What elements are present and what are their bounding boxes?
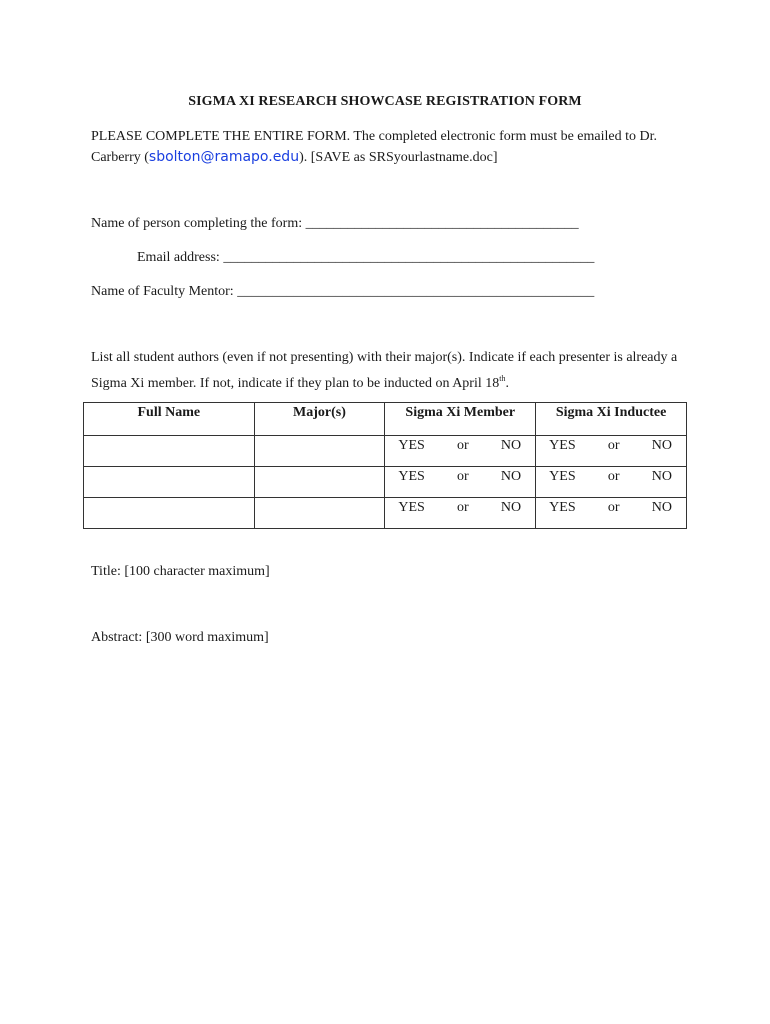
header-sigma-xi-member: Sigma Xi Member [385, 403, 536, 436]
instructions-text-1: PLEASE COMPLETE THE ENTIRE FORM. The completed electronic form must be emailed to Dr. Carberry ( [91, 129, 658, 165]
full-name-cell[interactable] [84, 467, 255, 498]
inductee-cell[interactable] [536, 498, 687, 529]
yes-option[interactable]: YES [549, 469, 576, 484]
abstract-field[interactable]: Abstract: [300 word maximum] [91, 630, 269, 645]
full-name-cell[interactable] [84, 498, 255, 529]
header-sigma-xi-inductee: Sigma Xi Inductee [536, 403, 687, 436]
superscript-th: th [499, 374, 506, 383]
yes-option[interactable]: YES [398, 500, 425, 515]
instructions-paragraph [91, 126, 691, 168]
faculty-mentor-field[interactable] [91, 282, 594, 302]
or-text: or [457, 500, 469, 515]
or-text: or [607, 469, 620, 484]
or-text: or [607, 438, 620, 453]
email-address-line[interactable]: _____________________________________________________ [223, 250, 595, 265]
member-cell[interactable] [385, 436, 536, 467]
full-name-cell[interactable] [84, 436, 255, 467]
person-name-label: Name of person completing the form: [91, 216, 306, 231]
header-full-name: Full Name [84, 403, 255, 436]
member-cell[interactable] [385, 498, 536, 529]
inductee-cell[interactable] [536, 467, 687, 498]
table-row [84, 467, 687, 498]
no-option[interactable]: NO [500, 469, 522, 484]
table-row [84, 436, 687, 467]
email-link[interactable]: sbolton@ramapo.edu [148, 149, 300, 165]
member-cell[interactable] [385, 467, 536, 498]
majors-cell[interactable] [254, 467, 385, 498]
email-address-field[interactable] [137, 248, 594, 268]
no-option[interactable]: NO [500, 500, 522, 515]
inductee-cell[interactable] [536, 436, 687, 467]
yes-option[interactable]: YES [549, 438, 576, 453]
yes-option[interactable]: YES [549, 500, 576, 515]
no-option[interactable]: NO [651, 469, 672, 484]
or-text: or [457, 469, 469, 484]
email-address-label: Email address: [137, 250, 224, 265]
authors-instruction-text: List all student authors (even if not presenting) with their major(s). Indicate if each presenter is already a Sigma Xi member. If not, indicate if they plan to be inducted on April 18 [91, 350, 678, 391]
form-title: SIGMA XI RESEARCH SHOWCASE REGISTRATION FORM [188, 94, 582, 109]
title-field[interactable]: Title: [100 character maximum] [91, 564, 270, 579]
yes-option[interactable]: YES [398, 438, 425, 453]
no-option[interactable]: NO [500, 438, 522, 453]
faculty-mentor-label: Name of Faculty Mentor: [91, 284, 238, 299]
table-row [84, 498, 687, 529]
majors-cell[interactable] [254, 498, 385, 529]
authors-instruction-end: . [505, 376, 509, 391]
authors-table [83, 402, 687, 529]
person-name-field[interactable] [91, 214, 579, 234]
faculty-mentor-line[interactable]: ___________________________________________________ [237, 284, 595, 299]
or-text: or [607, 500, 620, 515]
header-majors: Major(s) [254, 403, 385, 436]
table-header-row [84, 403, 687, 436]
no-option[interactable]: NO [651, 500, 672, 515]
yes-option[interactable]: YES [398, 469, 425, 484]
or-text: or [457, 438, 469, 453]
authors-instruction [91, 347, 691, 394]
no-option[interactable]: NO [651, 438, 672, 453]
person-name-line[interactable]: _______________________________________ [305, 216, 579, 231]
majors-cell[interactable] [254, 436, 385, 467]
instructions-text-2: ). [SAVE as SRSyourlastname.doc] [299, 150, 498, 165]
